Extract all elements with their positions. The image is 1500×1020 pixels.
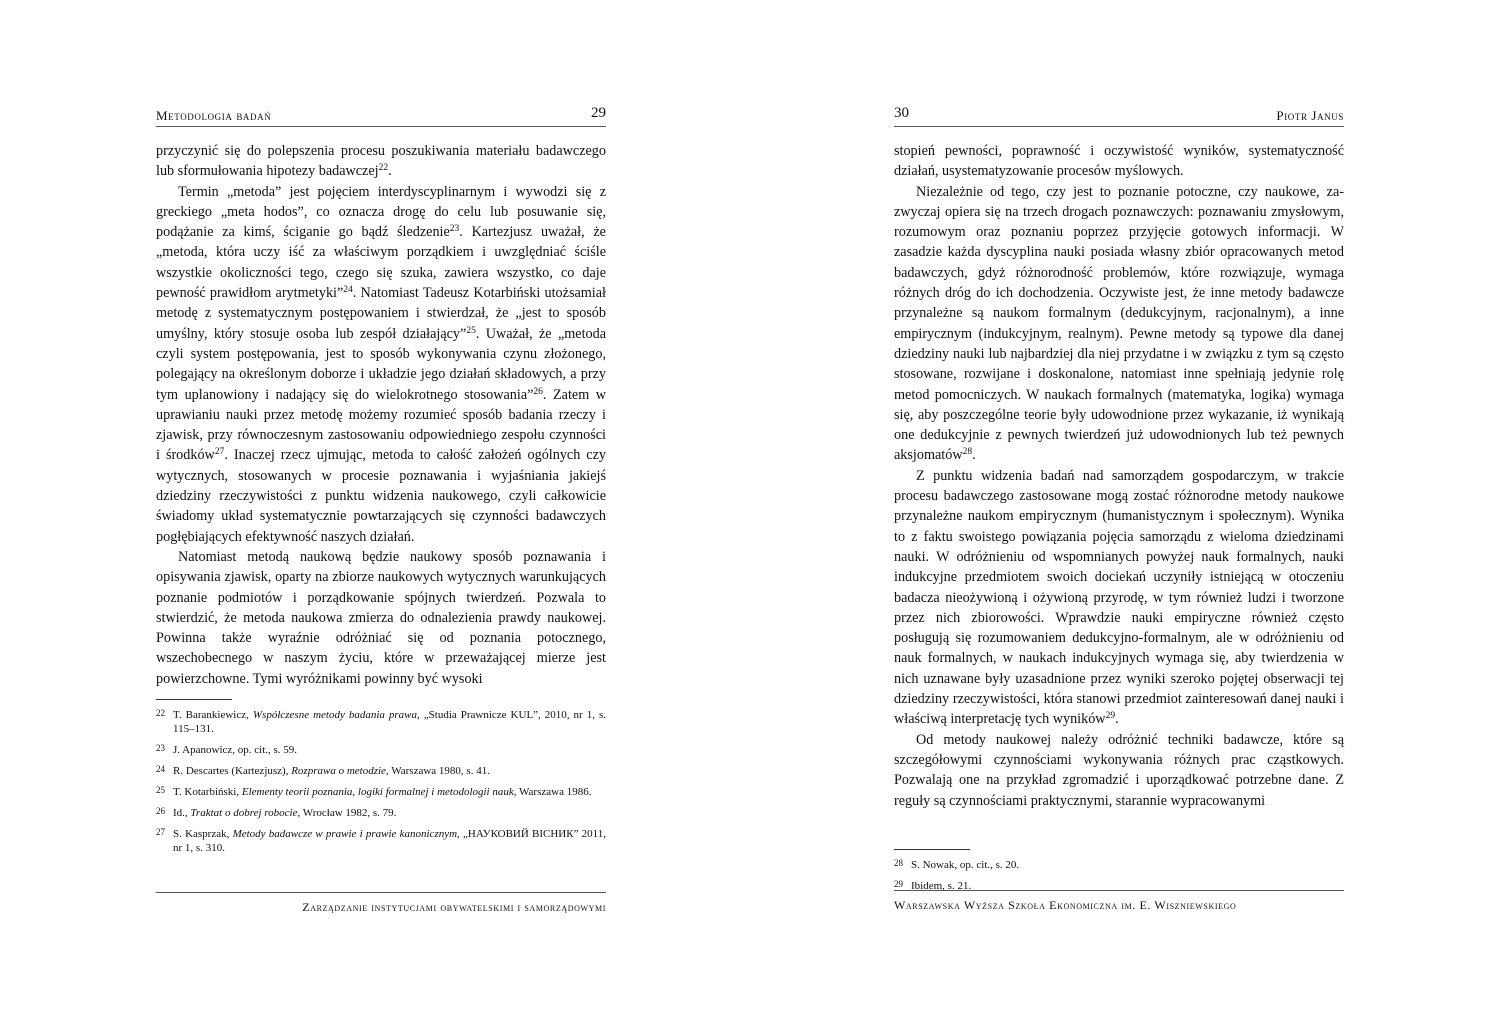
text-run: , „Studia Prawnicze KUL”, 2010, nr 1, s. 115–131. [173, 709, 606, 736]
paragraph [894, 466, 1344, 730]
footnote-text [173, 828, 606, 854]
footnote-ref: 29 [1105, 711, 1116, 722]
text-run: S. Nowak, op. cit., s. 20. [911, 858, 1020, 871]
footnote-number: 28 [894, 857, 903, 868]
footnote-rule [156, 699, 232, 700]
left-page [156, 104, 606, 914]
paragraph [156, 141, 606, 182]
body-text [894, 141, 1344, 811]
text-run: . Uważał, że „metoda czyli system postępowania, jest to sposób wykonywania czynu złożonego, polegający na określonym doborze i układzie jego działań składowych, a przy tym uplanowiony i nadający się do wielokrotnego stosowania” [156, 325, 606, 403]
text-run: stopień pewności, poprawność i oczywistość wyników, systematyczność działań, usystematyzowanie procesów myślowych. [894, 143, 1344, 180]
paragraph [894, 182, 1344, 466]
text-run: Natomiast metodą naukową będzie naukowy sposób poznawania i opisywania zjawisk, oparty na zbiorze naukowych wytycznych warunkujących poznanie podmiotów i porządkowanie spójnych twierdzeń. Pozwala to stwierdzić, że metoda naukowa zmierza do odnalezienia prawdy naukowej. Powinna także wyraźnie odróżniać się od poznania potocznego, wszechobecnego w naszym życiu, które w przeważającej mierze jest powierzchowne. Tymi wyróżnikami powinny być wysoki [156, 548, 606, 687]
footnote [156, 741, 606, 757]
footnote-ref: 24 [343, 285, 353, 296]
paragraph [894, 730, 1344, 811]
footnote-text [173, 807, 396, 819]
footnote-number: 29 [894, 878, 903, 889]
text-run: T. Kotarbiński, [173, 786, 242, 799]
running-head [156, 104, 606, 127]
footnote [156, 706, 606, 736]
footnote-ref: 23 [449, 224, 460, 235]
text-run: , Warszawa 1986. [513, 786, 592, 799]
running-head-title: Metodologia badań [156, 108, 272, 123]
text-run: Ibidem, s. 21. [911, 879, 972, 892]
text-run: , „НАУКОВИЙ ВІСНИК” 2011, nr 1, s. 310. [173, 828, 606, 855]
footnotes [894, 856, 1344, 893]
text-run: T. Barankiewicz, [173, 709, 253, 722]
footnote [156, 825, 606, 855]
footnote-ref: 22 [378, 163, 389, 174]
paragraph [894, 141, 1344, 182]
body-text [156, 141, 606, 689]
footnote-number: 27 [156, 827, 165, 838]
running-foot-text: Warszawska Wyższa Szkoła Ekonomiczna im. E. Wiszniewskiego [894, 898, 1237, 912]
running-foot-text: Zarządzanie instytucjami obywatelskimi i samorządowymi [302, 900, 606, 914]
footnote [156, 783, 606, 799]
page-number: 30 [894, 105, 909, 121]
text-run: S. Kasprzak, [173, 828, 233, 841]
text-run: . [972, 447, 976, 464]
footnote-text [173, 765, 490, 777]
running-head-title: Piotr Janus [1276, 108, 1344, 123]
text-run: . Natomiast Tadeusz Kotarbiński utożsamiał metodę z systematycznym postępowaniem i stwierdzał, że „jest to sposób umyślny, który stosuje osoba lub zespół działający” [156, 285, 606, 342]
running-foot [894, 890, 1344, 912]
footnote-text [911, 859, 1019, 871]
footnote [156, 762, 606, 778]
text-run: Z punktu widzenia badań nad samorządem gospodarczym, w trakcie procesu badawczego zastosowane mogą zostać różnorodne metody naukowe przynależne naukom empirycznym (humanistycznym i społecznym). Wynika to z faktu swoistego powiązania pojęcia samorządu z wieloma dziedzinami nauki. W odróżnieniu od wspomnianych powyżej nauk formalnych, nauki indukcyjne przedmiotem swoich dociekań uczyniły istniejącą w otoczeniu badacza nieożywioną i ożywioną przyrodę, w tym również ludzi i tworzone przez nich zbiorowości. Wprawdzie nauki empiryczne również często posługują się rozumowaniem dedukcyjno-formalnym, ale w odróżnieniu od nauk formalnych, w naukach indukcyjnych wymaga się, aby twierdzenia w nich uznawane były uzasadnione przez wyniki szeroko pojętej obserwacji tej dziedziny rzeczywistości, która stanowi przedmiot zainteresowań danej nauki i właściwą interpretację tych wyników [894, 467, 1344, 728]
text-run: Niezależnie od tego, czy jest to poznanie potoczne, czy naukowe, zazwyczaj opiera się na trzech drogach poznawczych: poznawaniu zmysłowym, rozumowym oraz poznaniu poprzez przyjęcie gotowych informacji. W zasadzie każda dyscyplina nauki posiada własny zbiór opracowanych metod badawczych, gdyż różnorodność problemów, które rozwiązuje, wymaga różnych dróg do ich dochodzenia. Oczywiste jest, że inne metody badawcze przynależne są naukom formalnym (dedukcyjnym, racjonalnym), a inne empirycznym (indukcyjnym, realnym). Pewne metody są typowe dla danej dziedziny nauki lub najbardziej dla niej przydatne i w związku z tym są często stosowane, rozwijane i doskonalone, natomiast inne spełniają jedynie rolę metod pomocniczych. W naukach formalnych (matematyka, logika) wymaga się, aby poszczególne teorie były udowodnione przez wykazanie, iż wynikają one dedukcyjnie z pewnych twierdzeń już udowodnionych lub też pewnych aksjomatów [894, 183, 1344, 464]
text-run: Wrocław 1982, s. 79. [300, 807, 397, 820]
text-run: przyczynić się do polepszenia procesu poszukiwania materiału badawczego lub sformułowania hipotezy badawczej [156, 143, 606, 180]
text-run: . Inaczej rzecz ujmując, metoda to całość założeń ogólnych czy wytycznych, stosowanych w procesie poznawania i wyjaśniania jakiejś dziedziny rzeczywistości z punktu widzenia naukowego, czyli całkowicie świadomy układ systematycznie powtarzających się czynności badawczych pogłębiających efektywność naszych działań. [156, 447, 606, 545]
footnote-number: 23 [156, 743, 165, 754]
text-run: Warszawa 1980, s. 41. [388, 765, 490, 778]
text-run: Termin „metoda” jest pojęciem interdyscyplinarnym i wywodzi się z greckiego „meta hodos”, co oznacza drogę do celu lub posuwanie się, podążanie za kimś, ściganie go bądź śledzenie [156, 183, 606, 241]
footnote-number: 24 [156, 764, 165, 775]
page-number: 29 [591, 105, 606, 121]
italic-title: Elementy teorii poznania, logiki formalnej i metodologii nauk [241, 786, 514, 799]
footnote-number: 26 [156, 806, 165, 817]
footnote-text [173, 786, 591, 798]
text-run: . Zatem w uprawianiu nauki przez metodę możemy rozumieć sposób badania rzeczy i zjawisk, przy równoczesnym zastosowaniu odpowiedniego zespołu czynności i środków [156, 386, 606, 464]
text-run: . Kartezjusz uważał, że „metoda, która uczy iść za właściwym porządkiem i uwzględniać ściśle wszystkie okoliczności tego, czego się szuka, zawiera wszystko, co daje pewność prawidłom arytmetyki” [156, 224, 606, 302]
italic-title: Metody badawcze w prawie i prawie kanonicznym [232, 828, 458, 841]
right-page [894, 104, 1344, 912]
italic-title: Traktat o dobrej robocie, [190, 807, 301, 820]
text-run: Id., [173, 807, 191, 820]
italic-title: Współczesne metody badania prawa [252, 709, 418, 722]
paragraph [156, 547, 606, 689]
footnote-ref: 25 [466, 325, 476, 336]
running-foot [156, 892, 606, 914]
footnote-number: 25 [156, 785, 165, 796]
paragraph [156, 182, 606, 547]
italic-title: Rozprawa o metodzie, [291, 765, 389, 778]
footnote-text [173, 744, 297, 756]
footnote-number: 22 [156, 708, 165, 719]
footnote [156, 804, 606, 820]
running-head [894, 104, 1344, 127]
text-run: . [1115, 711, 1119, 728]
footnote-text [173, 709, 606, 735]
text-run: . [388, 163, 392, 180]
footnotes [156, 706, 606, 855]
footnote-ref: 27 [214, 447, 225, 458]
footnote-ref: 26 [533, 386, 543, 397]
text-run: J. Apanowicz, op. cit., s. 59. [173, 744, 298, 757]
text-run: R. Descartes (Kartezjusz), [173, 765, 292, 778]
footnote-ref: 28 [962, 447, 973, 458]
text-run: Od metody naukowej należy odróżnić techniki badawcze, które są szczegółowymi czynnościami wykonywania różnych prac cząstkowych. Pozwalają one na przykład zgromadzić i uporządkować potrzebne dane. Z reguły są czynnościami praktycznymi, starannie wypracowanymi [894, 731, 1344, 809]
footnote-rule [894, 849, 970, 850]
footnote [894, 856, 1344, 872]
